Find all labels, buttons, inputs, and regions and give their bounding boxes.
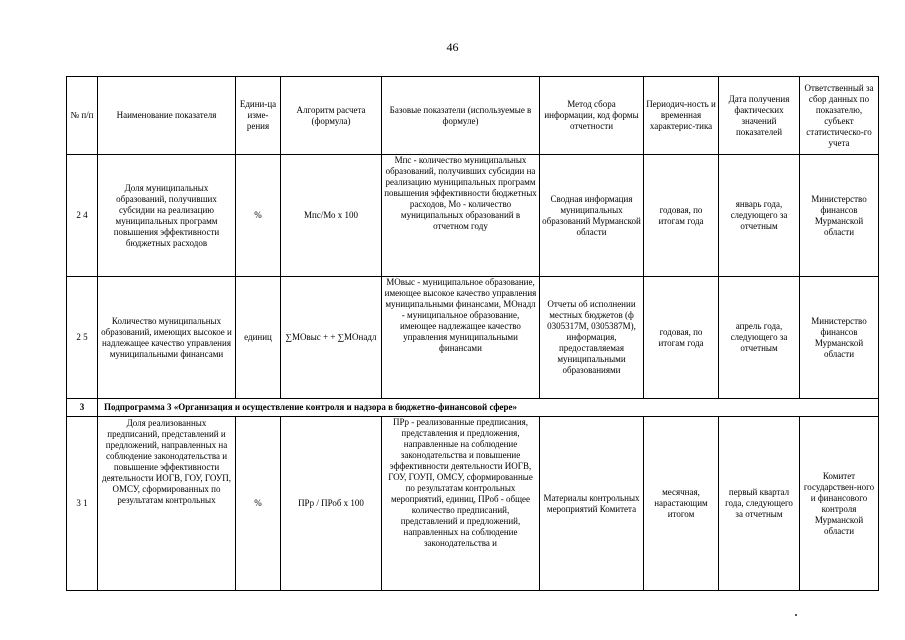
cell-number: 2 5 (67, 277, 98, 399)
header-date: Дата получения фактических значений показателей (719, 77, 800, 155)
cell-formula: Мпс/Мо х 100 (281, 155, 382, 277)
table-row (67, 417, 879, 591)
cell-unit: % (236, 417, 281, 591)
subprogram-row (67, 399, 879, 417)
cell-number: 2 4 (67, 155, 98, 277)
cell-date: первый квартал года, следующего за отчетным (719, 417, 800, 591)
subprogram-number: 3 (67, 399, 98, 417)
header-unit: Едини-ца изме-рения (236, 77, 281, 155)
header-row (67, 77, 879, 155)
cell-name: Доля реализованных предписаний, представлений и предложений, направленных на соблюдение законодательства и повышение эффективности деятельности ИОГВ, ГОУ, ГОУП, ОМСУ, сформированных по результатам контрольных (98, 417, 236, 591)
cell-method: Сводная информация муниципальных образований Мурманской области (540, 155, 644, 277)
header-method: Метод сбора информации, код формы отчетности (540, 77, 644, 155)
cell-responsible: Министерство финансов Мурманской области (800, 277, 879, 399)
cell-method: Отчеты об исполнении местных бюджетов (ф 0305317М, 0305387М), информация, предоставляемая муниципальными образованиями (540, 277, 644, 399)
scan-dot (795, 614, 797, 616)
cell-date: апрель года, следующего за отчетным (719, 277, 800, 399)
header-number: № п/п (67, 77, 98, 155)
cell-unit: % (236, 155, 281, 277)
cell-name: Доля муниципальных образований, получивших субсидии на реализацию муниципальных программ повышения эффективности бюджетных расходов (98, 155, 236, 277)
cell-period: годовая, по итогам года (644, 277, 719, 399)
cell-period: годовая, по итогам года (644, 155, 719, 277)
page-number: 46 (446, 40, 459, 54)
header-base: Базовые показатели (используемые в формуле) (382, 77, 540, 155)
cell-number: 3 1 (67, 417, 98, 591)
cell-name: Количество муниципальных образований, имеющих высокое и надлежащее качество управления муниципальными финансами (98, 277, 236, 399)
header-responsible: Ответственный за сбор данных по показателю, субъект статистическо-го учета (800, 77, 879, 155)
cell-responsible: Министерство финансов Мурманской области (800, 155, 879, 277)
cell-formula: ПРр / ПРоб х 100 (281, 417, 382, 591)
cell-unit: единиц (236, 277, 281, 399)
cell-base: МОвыс - муниципальное образование, имеющее высокое качество управления муниципальными финансами, МОнадл - муниципальное образование, имеющее надлежащее качество управления муниципальными финансами (382, 277, 540, 399)
cell-responsible: Комитет государствен-ного и финансового контроля Мурманской области (800, 417, 879, 591)
cell-base: Мпс - количество муниципальных образований, получивших субсидии на реализацию муниципальных программ повышения эффективности бюджетных расходов, Мо - количество муниципальных образований в отчетном году (382, 155, 540, 277)
header-name: Наименование показателя (98, 77, 236, 155)
header-formula: Алгоритм расчета (формула) (281, 77, 382, 155)
indicator-table (66, 76, 879, 591)
header-period: Периодич-ность и временная характерис-тика (644, 77, 719, 155)
cell-date: январь года, следующего за отчетным (719, 155, 800, 277)
cell-period: месячная, нарастающим итогом (644, 417, 719, 591)
table-row (67, 155, 879, 277)
table-row (67, 277, 879, 399)
cell-method: Материалы контрольных мероприятий Комитета (540, 417, 644, 591)
cell-base: ПРр - реализованные предписания, представления и предложения, направленные на соблюдение законодательства и повышение эффективности деятельности ИОГВ, ГОУ, ГОУП, ОМСУ, сформированные по результатам контрольных мероприятий, единиц, ПРоб - общее количество предписаний, представлений и предложений, направленных на соблюдение законодательства и (382, 417, 540, 591)
cell-formula: ∑МОвыс + + ∑МОнадл (281, 277, 382, 399)
subprogram-title: Подпрограмма 3 «Организация и осуществление контроля и надзора в бюджетно-финансовой сфере» (98, 399, 879, 417)
